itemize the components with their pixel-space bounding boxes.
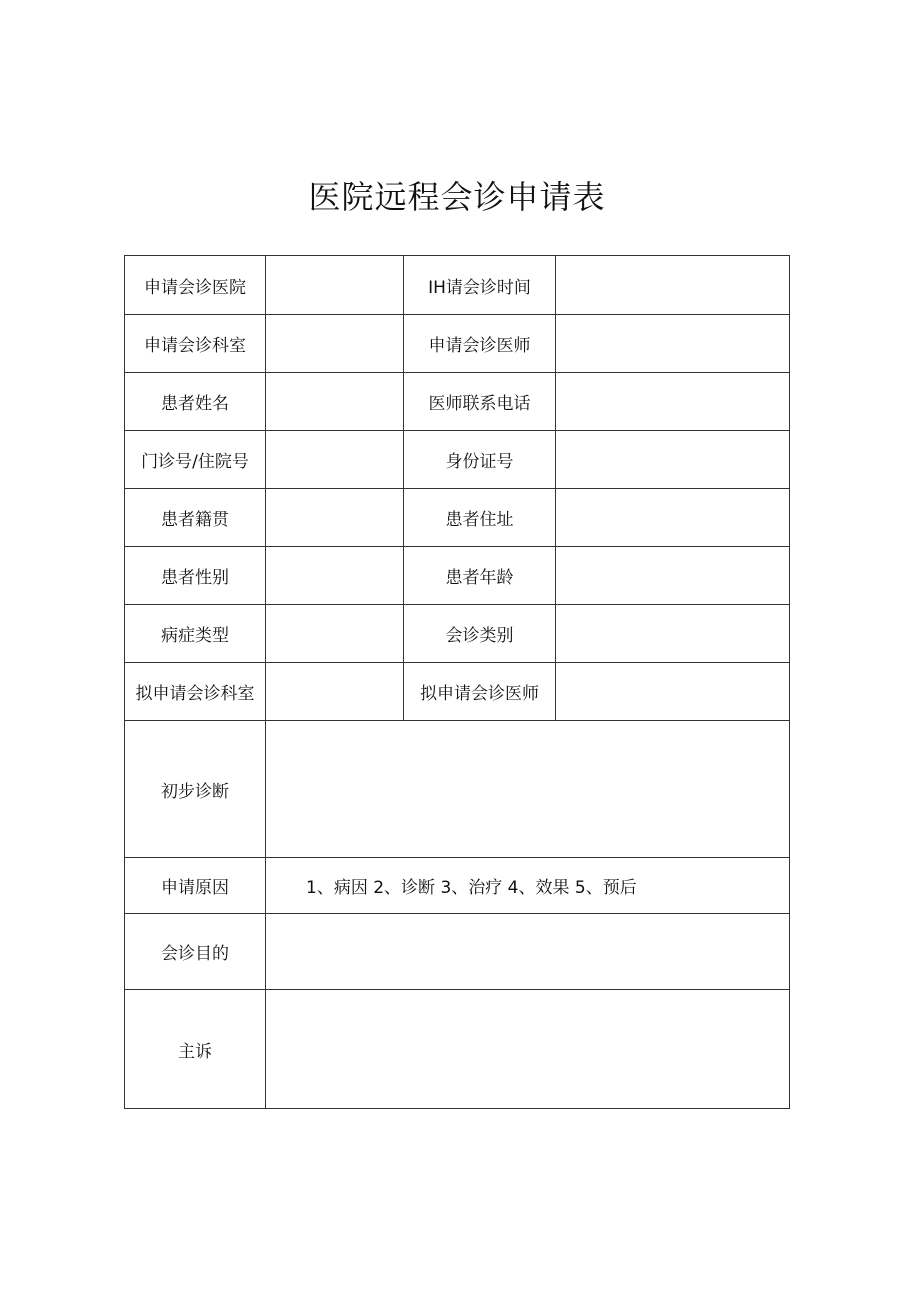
label-consultation-purpose: 会诊目的 [125,914,266,990]
label-consultation-category: 会诊类别 [404,605,556,663]
label-applying-doctor: 申请会诊医师 [404,315,556,373]
form-row [125,663,790,721]
label-target-department: 拟申请会诊科室 [125,663,266,721]
field-applying-doctor[interactable] [556,315,790,373]
field-patient-gender[interactable] [266,547,404,605]
form-row [125,547,790,605]
form-row [125,373,790,431]
consultation-form-table [124,255,790,1109]
label-patient-age: 患者年龄 [404,547,556,605]
form-row [125,256,790,315]
field-patient-name[interactable] [266,373,404,431]
label-applying-department: 申请会诊科室 [125,315,266,373]
field-consultation-purpose[interactable] [266,914,790,990]
label-application-reason: 申请原因 [125,858,266,914]
label-patient-gender: 患者性别 [125,547,266,605]
label-disease-type: 病症类型 [125,605,266,663]
field-chief-complaint[interactable] [266,990,790,1109]
field-target-doctor[interactable] [556,663,790,721]
form-row [125,990,790,1109]
label-patient-name: 患者姓名 [125,373,266,431]
field-applying-hospital[interactable] [266,256,404,315]
form-row [125,721,790,858]
form-row [125,914,790,990]
form-row [125,605,790,663]
label-record-number: 门诊号/住院号 [125,431,266,489]
form-row [125,315,790,373]
label-native-place: 患者籍贯 [125,489,266,547]
label-id-number: 身份证号 [404,431,556,489]
label-target-doctor: 拟申请会诊医师 [404,663,556,721]
field-preliminary-diagnosis[interactable] [266,721,790,858]
field-patient-address[interactable] [556,489,790,547]
field-id-number[interactable] [556,431,790,489]
label-patient-address: 患者住址 [404,489,556,547]
form-row [125,431,790,489]
field-doctor-phone[interactable] [556,373,790,431]
field-patient-age[interactable] [556,547,790,605]
field-consultation-category[interactable] [556,605,790,663]
label-consultation-time: IH请会诊时间 [404,256,556,315]
label-doctor-phone: 医师联系电话 [404,373,556,431]
form-title: 医院远程会诊申请表 [308,178,606,216]
field-target-department[interactable] [266,663,404,721]
form-row [125,858,790,914]
field-consultation-time[interactable] [556,256,790,315]
field-record-number[interactable] [266,431,404,489]
field-applying-department[interactable] [266,315,404,373]
field-application-reason-options[interactable]: 1、病因 2、诊断 3、治疗 4、效果 5、预后 [266,858,790,914]
form-row [125,489,790,547]
field-native-place[interactable] [266,489,404,547]
label-preliminary-diagnosis: 初步诊断 [125,721,266,858]
label-chief-complaint: 主诉 [125,990,266,1109]
field-disease-type[interactable] [266,605,404,663]
label-applying-hospital: 申请会诊医院 [125,256,266,315]
